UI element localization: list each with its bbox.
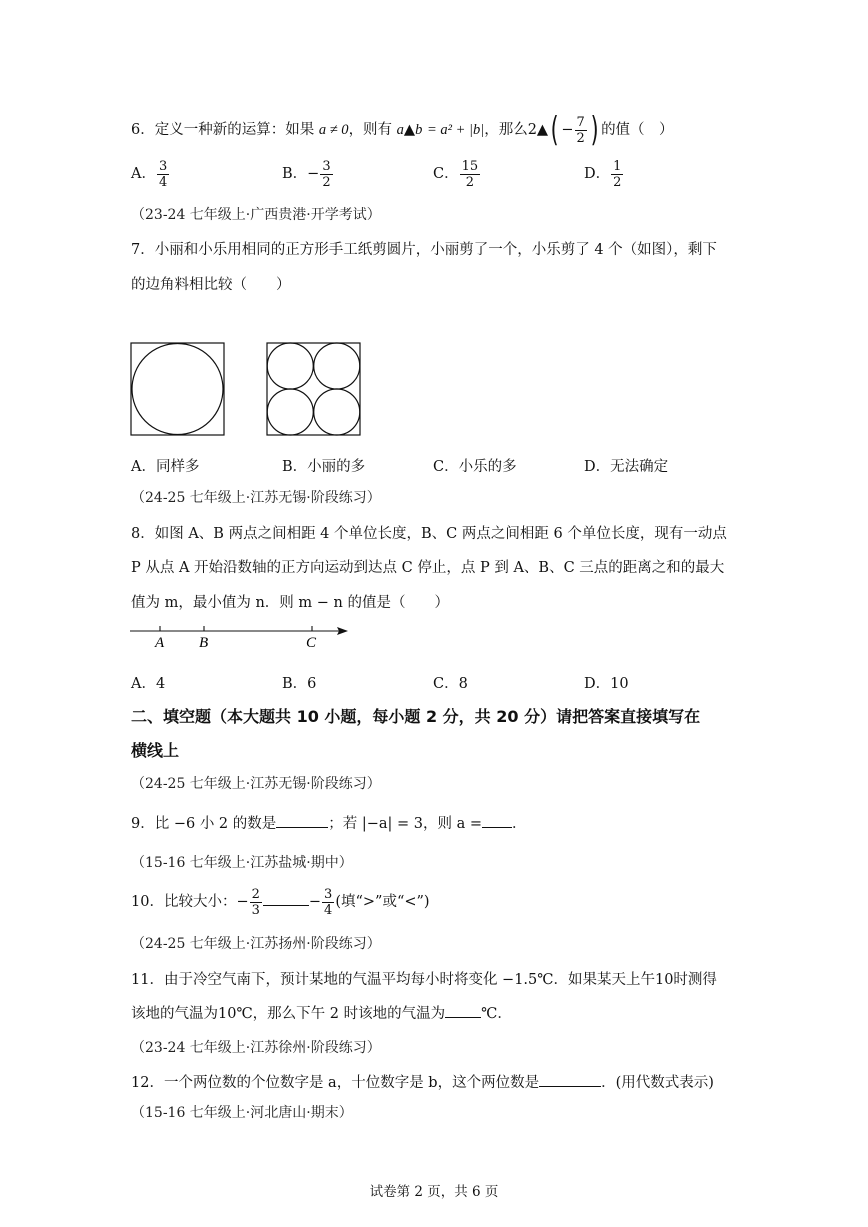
fraction-sign: − (308, 894, 322, 910)
question-12 (131, 1071, 714, 1092)
circle-small (267, 343, 313, 389)
q8-line-3: 值为 m，最小值为 n．则 m − n 的值是（ ） (131, 595, 449, 611)
option-label: D． (584, 166, 611, 182)
option-label: C． (433, 166, 459, 182)
answer-blank[interactable] (276, 813, 328, 828)
circle-small (314, 389, 360, 435)
numerator: 7 (576, 114, 585, 130)
q8-option-d: D．10 (584, 676, 629, 692)
q8-line-1: 8．如图 A、B 两点之间相距 4 个单位长度，B、C 两点之间相距 6 个单位长度，现有一动点 (131, 526, 727, 542)
q6-option-b (282, 156, 334, 192)
label-b: B (199, 635, 209, 651)
question-text: 12．一个两位数的个位数字是 a，十位数字是 b，这个两位数是 (131, 1075, 540, 1091)
denominator: 4 (324, 902, 333, 918)
page-footer: 试卷第 2 页，共 6 页 (369, 1184, 499, 1200)
question-number: 6． (131, 122, 155, 138)
circle-small (267, 389, 313, 435)
question-text: ，则有 (348, 122, 393, 138)
option-label: A． (131, 166, 156, 182)
fraction (611, 159, 623, 190)
circle-small (314, 343, 360, 389)
number-line (128, 620, 353, 652)
denominator: 4 (158, 174, 168, 190)
numerator: 3 (158, 158, 168, 174)
question-text: ，那么 (484, 122, 528, 138)
q7-line-1: 7．小丽和小乐用相同的正方形手工纸剪圆片，小丽剪了一个，小乐剪了 4 个（如图），剩下 (131, 242, 717, 258)
fraction-sign: − (236, 894, 249, 910)
circle-large (132, 344, 223, 435)
fraction (575, 115, 587, 146)
q7-line-2: 的边角料相比较（ ） (131, 277, 291, 293)
q11-line-1: 11．由于冷空气南下，预计某地的气温平均每小时将变化 −1.5℃．如果某天上午10时测得 (131, 972, 717, 988)
question-text: 10．比较大小： (131, 894, 237, 910)
question-text: 9．比 −6 小 2 的数是 (131, 816, 277, 832)
section-heading-line-1: 二、填空题（本大题共 10 小题，每小题 2 分，共 20 分）请把答案直接填写在 (131, 707, 701, 726)
q11-line-2 (131, 1002, 512, 1023)
fraction (460, 159, 481, 190)
condition: a ≠ 0 (318, 122, 349, 138)
denominator: 3 (251, 902, 260, 918)
section-heading-line-2: 横线上 (131, 741, 180, 760)
numerator: 15 (461, 158, 479, 174)
question-text: ；若 |−a| = 3，则 a = (328, 816, 483, 832)
left-paren-icon: ( (550, 110, 559, 150)
numerator: 2 (251, 886, 260, 902)
question-6 (131, 112, 674, 148)
question-text: ． (512, 816, 527, 832)
q8-line-2: P 从点 A 开始沿数轴的正方向运动到达点 C 停止，点 P 到 A、B、C 三点的距离之和的最大 (131, 560, 725, 576)
q6-option-c (433, 156, 481, 192)
question-text: ．(用代数式表示) (601, 1075, 714, 1091)
numerator: 3 (324, 886, 333, 902)
definition-rhs: = a² + |b| (426, 122, 485, 138)
answer-blank[interactable] (539, 1072, 601, 1087)
question-text: 定义一种新的运算：如果 (154, 122, 315, 138)
numerator: 3 (322, 158, 331, 174)
q8-option-a: A．4 (131, 676, 166, 692)
question-9 (131, 812, 527, 833)
q7-option-c: C．小乐的多 (433, 459, 517, 475)
option-label: B． (282, 166, 308, 182)
expression-lead: 2▲ (527, 122, 549, 138)
fraction (157, 159, 169, 190)
question-text: (填“>”或“<”) (335, 894, 430, 910)
q12-source: （23-24 七年级上·江苏徐州·阶段练习） (131, 1040, 381, 1056)
q6-option-d (584, 156, 624, 192)
fraction (320, 159, 332, 190)
q7-option-a: A．同样多 (131, 459, 200, 475)
q11-source: （24-25 七年级上·江苏扬州·阶段练习） (131, 936, 381, 952)
q9-source: （24-25 七年级上·江苏无锡·阶段练习） (131, 776, 381, 792)
question-10 (131, 884, 430, 920)
fraction (250, 887, 262, 918)
definition-a: a (396, 122, 404, 138)
question-text: ℃． (481, 1006, 512, 1022)
answer-blank[interactable] (445, 1003, 481, 1018)
label-a: A (155, 635, 165, 651)
q13-source: （15-16 七年级上·河北唐山·期末） (131, 1105, 353, 1121)
q10-source: （15-16 七年级上·江苏盐城·期中） (131, 855, 353, 871)
expression-neg: − (561, 122, 574, 138)
definition-b: b (415, 122, 423, 138)
q7-figure (130, 342, 365, 438)
q8-source: （24-25 七年级上·江苏无锡·阶段练习） (131, 490, 381, 506)
right-paren-icon: ) (590, 110, 599, 150)
q7-option-d: D．无法确定 (584, 459, 669, 475)
q6-option-a (131, 156, 170, 192)
answer-blank[interactable] (263, 891, 309, 906)
fraction (322, 887, 334, 918)
question-text: 该地的气温为10℃，那么下午 2 时该地的气温为 (131, 1006, 446, 1022)
answer-blank[interactable] (482, 813, 512, 828)
triangle-operator-icon: ▲ (403, 122, 416, 138)
square-2 (267, 343, 360, 435)
q8-option-b: B．6 (282, 676, 317, 692)
denominator: 2 (613, 174, 622, 190)
question-text: 的值（ ） (601, 122, 674, 138)
denominator: 2 (576, 130, 585, 146)
denominator: 2 (322, 174, 331, 190)
numerator: 1 (613, 158, 622, 174)
q7-source: （23-24 七年级上·广西贵港·开学考试） (131, 207, 381, 223)
option-sign: − (307, 166, 320, 182)
denominator: 2 (465, 174, 475, 190)
q7-option-b: B．小丽的多 (282, 459, 366, 475)
q8-option-c: C．8 (433, 676, 468, 692)
label-c: C (306, 635, 317, 651)
